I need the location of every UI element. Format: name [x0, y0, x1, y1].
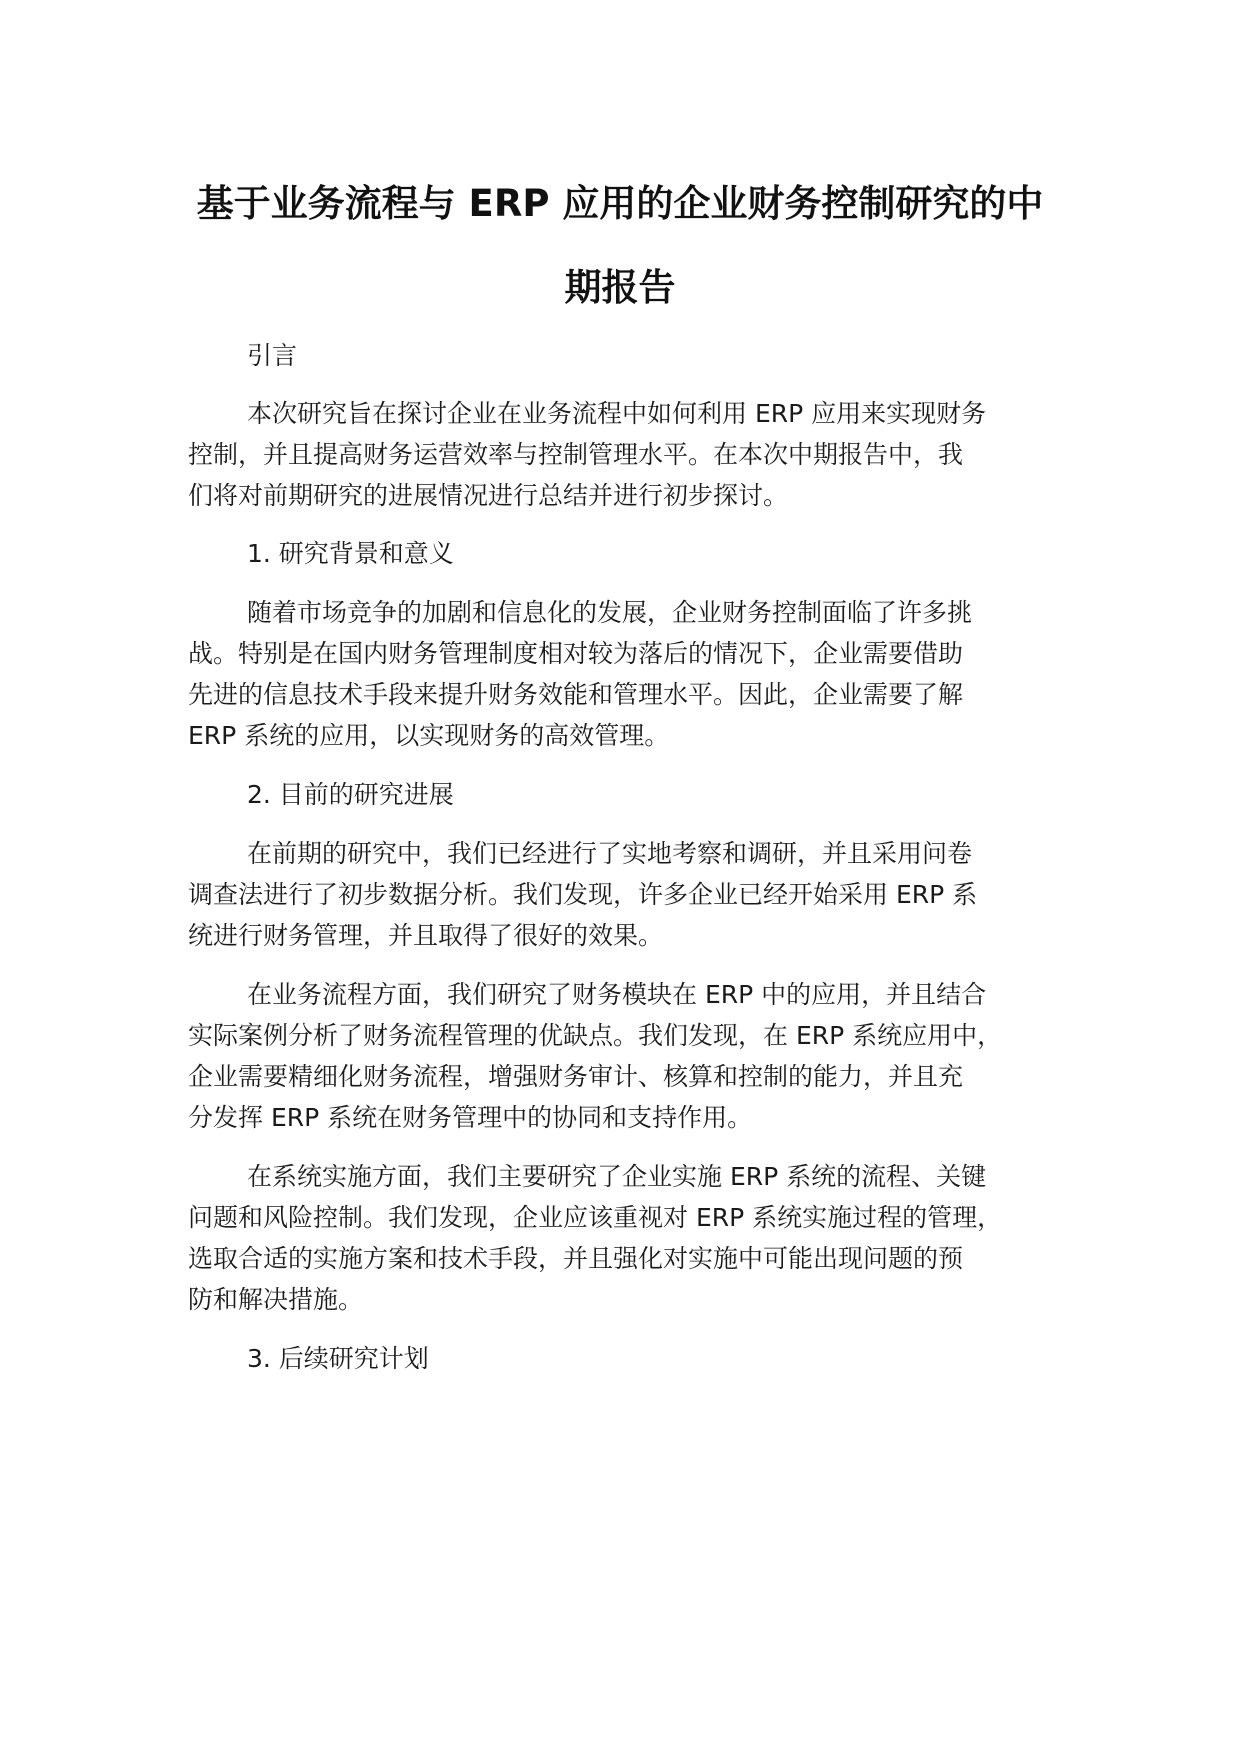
process-paragraph-line: 企业需要精细化财务流程，增强财务审计、核算和控制的能力，并且充 — [188, 1062, 964, 1091]
background-paragraph-line: 随着市场竞争的加剧和信息化的发展，企业财务控制面临了许多挑 — [247, 598, 973, 627]
background-paragraph-line: 战。特别是在国内财务管理制度相对较为落后的情况下，企业需要借助 — [188, 639, 964, 668]
implementation-paragraph-line: 在系统实施方面，我们主要研究了企业实施 ERP 系统的流程、关键 — [247, 1162, 987, 1191]
document-title-line-2: 期报告 — [564, 266, 676, 309]
background-paragraph-line: 先进的信息技术手段来提升财务效能和管理水平。因此，企业需要了解 — [188, 680, 964, 709]
intro-paragraph-line: 们将对前期研究的进展情况进行总结并进行初步探讨。 — [188, 481, 789, 510]
intro-paragraph-line: 本次研究旨在探讨企业在业务流程中如何利用 ERP 应用来实现财务 — [247, 399, 987, 428]
progress-paragraph-line: 调查法进行了初步数据分析。我们发现，许多企业已经开始采用 ERP 系 — [188, 880, 978, 909]
process-paragraph-line: 实际案例分析了财务流程管理的优缺点。我们发现，在 ERP 系统应用中， — [188, 1021, 1003, 1050]
process-paragraph-line: 分发挥 ERP 系统在财务管理中的协同和支持作用。 — [188, 1103, 753, 1132]
implementation-paragraph-line: 防和解决措施。 — [188, 1285, 364, 1314]
section-heading-2: 2. 目前的研究进展 — [247, 780, 454, 809]
implementation-paragraph-line: 问题和风险控制。我们发现，企业应该重视对 ERP 系统实施过程的管理， — [188, 1203, 1003, 1232]
section-heading-1: 1. 研究背景和意义 — [247, 539, 454, 568]
process-paragraph-line: 在业务流程方面，我们研究了财务模块在 ERP 中的应用，并且结合 — [247, 980, 987, 1009]
progress-paragraph-line: 统进行财务管理，并且取得了很好的效果。 — [188, 921, 664, 950]
background-paragraph-line: ERP 系统的应用，以实现财务的高效管理。 — [188, 721, 670, 750]
intro-heading: 引言 — [247, 341, 298, 370]
implementation-paragraph-line: 选取合适的实施方案和技术手段，并且强化对实施中可能出现问题的预 — [188, 1244, 964, 1273]
progress-paragraph-line: 在前期的研究中，我们已经进行了实地考察和调研，并且采用问卷 — [247, 839, 973, 868]
section-heading-3: 3. 后续研究计划 — [247, 1344, 429, 1373]
document-title-line-1: 基于业务流程与 ERP 应用的企业财务控制研究的中 — [196, 182, 1044, 225]
intro-paragraph-line: 控制，并且提高财务运营效率与控制管理水平。在本次中期报告中，我 — [188, 440, 964, 469]
